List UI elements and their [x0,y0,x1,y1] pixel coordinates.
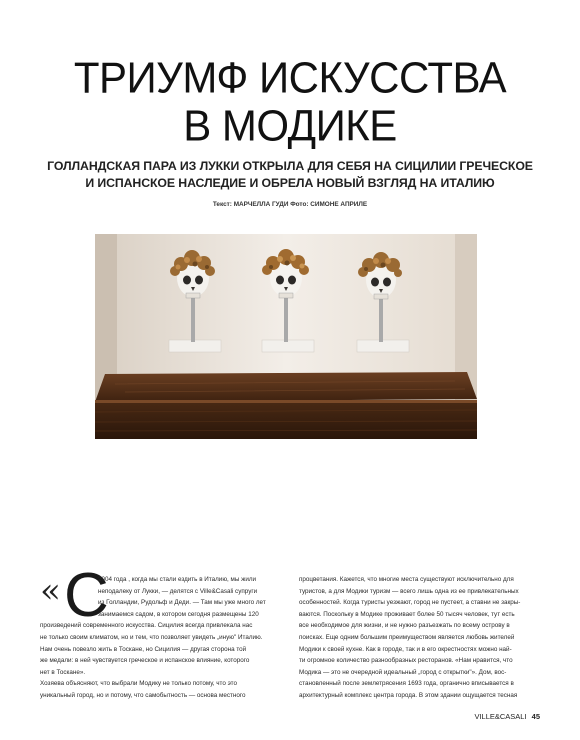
body-line: становленный после землетрясения 1693 года, органично вписывается в [299,680,514,688]
body-line: туристов, а для Модики туризм — всего лишь одна из ее привлекательных [299,587,519,595]
body-line: процветания. Кажется, что многие места существуют исключительно для [299,576,514,583]
body-line: ти огромное количество разнообразных ресторанов. «Нам нравится, что [299,657,513,665]
body-line: нет в Тоскане». [40,668,86,676]
body-line: занимаемся садом, в котором сегодня размещены 120 [98,610,259,618]
credit-text-author: МАРЧЕЛЛА ГУДИ [233,201,289,208]
body-line: поисках. Еще одним большим преимуществом является любовь жителей [299,633,515,641]
body-line: все необходимое для жизни, и не нужно разъезжать по всему острову в [299,622,510,630]
body-column-2 [299,574,543,702]
opening-quote-mark: « [40,571,61,611]
article-subtitle-line: И ИСПАНСКОЕ НАСЛЕДИЕ И ОБРЕЛА НОВЫЙ ВЗГЛЯД НА ИТАЛИЮ [85,176,495,190]
body-line: ваются. Поскольку в Модике проживает более 50 тысяч человек, тут есть [299,610,515,618]
article-photo [95,234,477,439]
article-credits [0,201,580,208]
body-line: Хозяева объясняют, что выбрали Модику не только потому, что это [40,680,237,688]
body-line: уникальный город, но и потому, что самобытность — основа местного [40,691,246,699]
credit-photo-label: Фото: [290,201,309,208]
body-line: из Голландии, Рудольф и Деди. — Там мы уже много лет [98,599,266,607]
page-number: 45 [531,712,540,721]
credit-text-label: Текст: [212,201,232,208]
article-title-line: В МОДИКЕ [183,100,397,150]
body-line: не только своим климатом, но и тем, что позволяет увидеть „иную" Италию. [40,633,263,641]
body-line: особенностей. Когда туристы уезжают, город не пустеет, а ставни не закры- [299,599,521,607]
body-line: Модика — это не очередной идеальный „город с открытки"». Дом, вос- [299,668,507,676]
body-line: Нам очень повезло жить в Тоскане, но Сицилия — другая сторона той [40,645,247,653]
page-footer [474,712,540,721]
body-line: 2004 года , когда мы стали ездить в Италию, мы жили [98,576,257,583]
body-line: архитектурный комплекс центра города. В этом здании ощущается тесная [299,691,518,699]
article-title-line: ТРИУМФ ИСКУССТВА [73,53,507,102]
magazine-name: VILLE&CASALI [474,712,527,721]
body-line: же медали: в ней чувствуется греческое и испанское влияние, которого [40,657,250,665]
body-column-1 [40,571,286,702]
credit-photo-author: СИМОНЕ АПРИЛЕ [310,201,368,208]
article-title [0,54,580,150]
drop-cap: С [64,561,109,630]
article-subtitle-line: ГОЛЛАНДСКАЯ ПАРА ИЗ ЛУККИ ОТКРЫЛА ДЛЯ СЕБЯ НА СИЦИЛИИ ГРЕЧЕСКОЕ [47,159,533,173]
article-subtitle [40,158,540,192]
body-line: неподалеку от Лукки, — делятся с Ville&Casali супруги [98,587,258,595]
body-line: Модики к своей кухне. Как в городе, так и в его окрестностях можно най- [299,645,512,653]
body-line: произведений современного искусства. Сицилия всегда привлекала нас [40,622,253,630]
